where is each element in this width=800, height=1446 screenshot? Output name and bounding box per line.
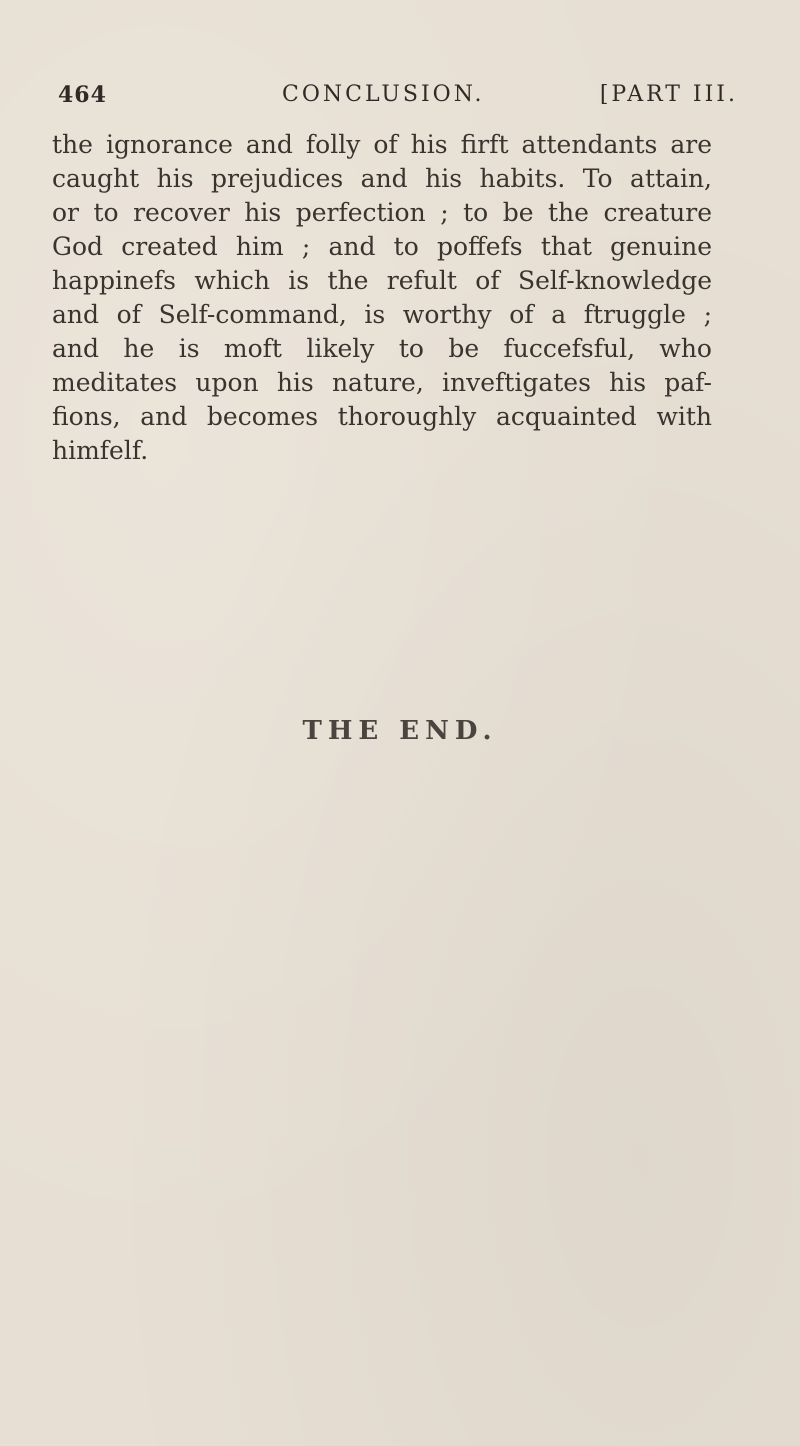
body-paragraph (52, 128, 712, 468)
the-end-label: THE END. (302, 716, 498, 746)
text-line: fions, and becomes thoroughly acquainted with (52, 402, 712, 431)
text-line: meditates upon his nature, inveftigates his paf- (52, 368, 712, 397)
text-line: and he is moft likely to be fuccefsful, who (52, 334, 712, 363)
text-line: God created him ; and to poffefs that genuine (52, 232, 712, 261)
text-line: or to recover his perfection ; to be the creature (52, 198, 712, 227)
running-title: CONCLUSION. (282, 82, 485, 107)
text-line: the ignorance and folly of his firft attendants are (52, 130, 712, 159)
text-line: himfelf. (52, 436, 149, 465)
text-line: and of Self-command, is worthy of a ftruggle ; (52, 300, 712, 329)
text-line: happinefs which is the refult of Self-knowledge (52, 266, 712, 295)
text-line: caught his prejudices and his habits. To attain, (52, 164, 712, 193)
page-number: 464 (58, 82, 107, 108)
part-label: [PART III. (599, 82, 738, 107)
running-head (52, 82, 748, 122)
